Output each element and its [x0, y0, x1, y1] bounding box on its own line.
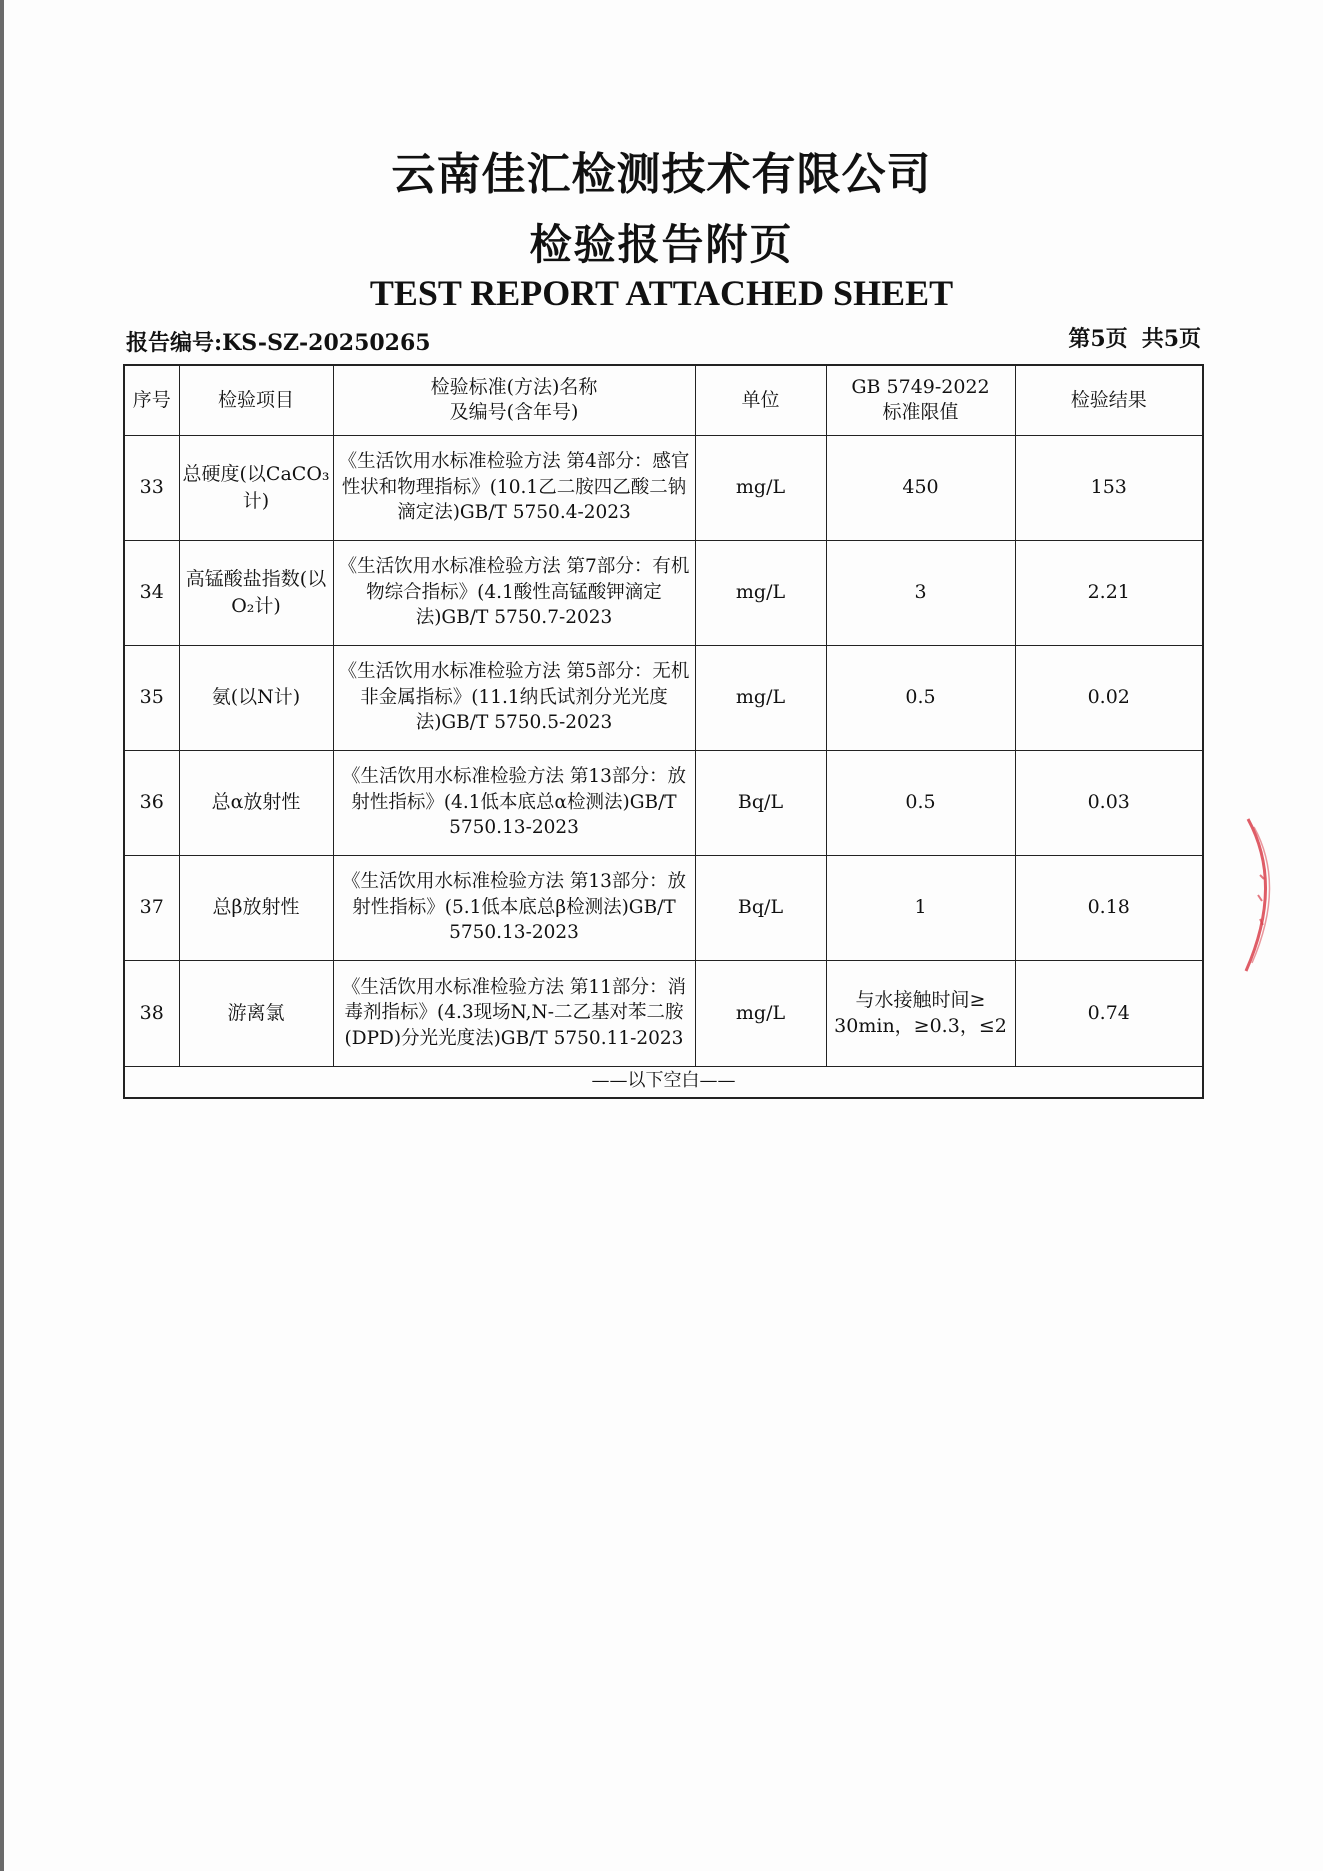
table-row	[124, 435, 1203, 540]
cell-method: 《生活饮用水标准检验方法 第13部分：放射性指标》(5.1低本底总β检测法)GB/T 5750.13-2023	[333, 855, 695, 960]
cell-limit	[826, 960, 1015, 1066]
end-note: ——以下空白——	[124, 1066, 1203, 1098]
header-method	[333, 365, 695, 435]
cell-item: 氨(以N计)	[179, 645, 333, 750]
seal-stamp-fragment	[1240, 815, 1300, 975]
cell-limit-line2: 30min，≥0.3，≤2	[834, 1015, 1007, 1037]
cell-item-line1: 高锰酸盐指数(以	[185, 568, 327, 591]
cell-method: 《生活饮用水标准检验方法 第13部分：放射性指标》(4.1低本底总α检测法)GB/T 5750.13-2023	[333, 750, 695, 855]
sheet-title-cn: 检验报告附页	[529, 220, 794, 269]
cell-method: 《生活饮用水标准检验方法 第11部分：消毒剂指标》(4.3现场N,N-二乙基对苯二胺(DPD)分光光度法)GB/T 5750.11-2023	[333, 960, 695, 1066]
sheet-title-en: TEST REPORT ATTACHED SHEET	[369, 273, 954, 313]
header-result: 检验结果	[1015, 365, 1203, 435]
header-method-line1: 检验标准(方法)名称	[430, 375, 598, 398]
cell-result: 2.21	[1015, 540, 1203, 645]
page-info	[1068, 322, 1201, 353]
cell-item-line2: 计)	[242, 489, 270, 512]
cell-method: 《生活饮用水标准检验方法 第4部分：感官性状和物理指标》(10.1乙二胺四乙酸二钠滴定法)GB/T 5750.4-2023	[333, 435, 695, 540]
cell-seq: 37	[124, 855, 179, 960]
cell-limit: 0.5	[826, 750, 1015, 855]
header-item: 检验项目	[179, 365, 333, 435]
cell-unit: mg/L	[695, 435, 826, 540]
cell-limit: 450	[826, 435, 1015, 540]
cell-unit: mg/L	[695, 960, 826, 1066]
cell-item: 总β放射性	[179, 855, 333, 960]
cell-limit: 3	[826, 540, 1015, 645]
header-method-line2: 及编号(含年号)	[449, 401, 579, 424]
cell-method: 《生活饮用水标准检验方法 第7部分：有机物综合指标》(4.1酸性高锰酸钾滴定法)GB/T 5750.7-2023	[333, 540, 695, 645]
cell-result: 0.18	[1015, 855, 1203, 960]
cell-seq: 35	[124, 645, 179, 750]
cell-item	[179, 540, 333, 645]
header-unit: 单位	[695, 365, 826, 435]
cell-unit: mg/L	[695, 540, 826, 645]
cell-result: 0.74	[1015, 960, 1203, 1066]
company-name: 云南佳汇检测技术有限公司	[391, 149, 932, 200]
results-table	[123, 364, 1204, 1099]
cell-method: 《生活饮用水标准检验方法 第5部分：无机非金属指标》(11.1纳氏试剂分光光度法)GB/T 5750.5-2023	[333, 645, 695, 750]
cell-seq: 38	[124, 960, 179, 1066]
end-note-row	[124, 1066, 1203, 1098]
cell-result: 0.03	[1015, 750, 1203, 855]
header-limit	[826, 365, 1015, 435]
header-seq: 序号	[124, 365, 179, 435]
cell-seq: 34	[124, 540, 179, 645]
cell-item: 游离氯	[179, 960, 333, 1066]
table-row	[124, 645, 1203, 750]
cell-unit: mg/L	[695, 645, 826, 750]
cell-item	[179, 435, 333, 540]
cell-item-line2: O₂计)	[231, 594, 281, 617]
header-limit-line1: GB 5749-2022	[851, 375, 990, 398]
table-row	[124, 540, 1203, 645]
header-limit-line2: 标准限值	[882, 401, 959, 424]
cell-seq: 33	[124, 435, 179, 540]
cell-item: 总α放射性	[179, 750, 333, 855]
cell-seq: 36	[124, 750, 179, 855]
table-row	[124, 750, 1203, 855]
cell-unit: Bq/L	[695, 750, 826, 855]
cell-result: 0.02	[1015, 645, 1203, 750]
total-pages: 共5页	[1141, 326, 1201, 352]
cell-limit: 1	[826, 855, 1015, 960]
report-number: 报告编号:KS-SZ-20250265	[126, 330, 431, 356]
cell-item-line1: 总硬度(以CaCO₃	[182, 463, 330, 486]
table-row	[124, 855, 1203, 960]
cell-result: 153	[1015, 435, 1203, 540]
table-header-row	[124, 365, 1203, 435]
page-number: 第5页	[1068, 326, 1128, 352]
table-row	[124, 960, 1203, 1066]
cell-limit: 0.5	[826, 645, 1015, 750]
cell-limit-line1: 与水接触时间≥	[855, 988, 986, 1011]
cell-unit: Bq/L	[695, 855, 826, 960]
